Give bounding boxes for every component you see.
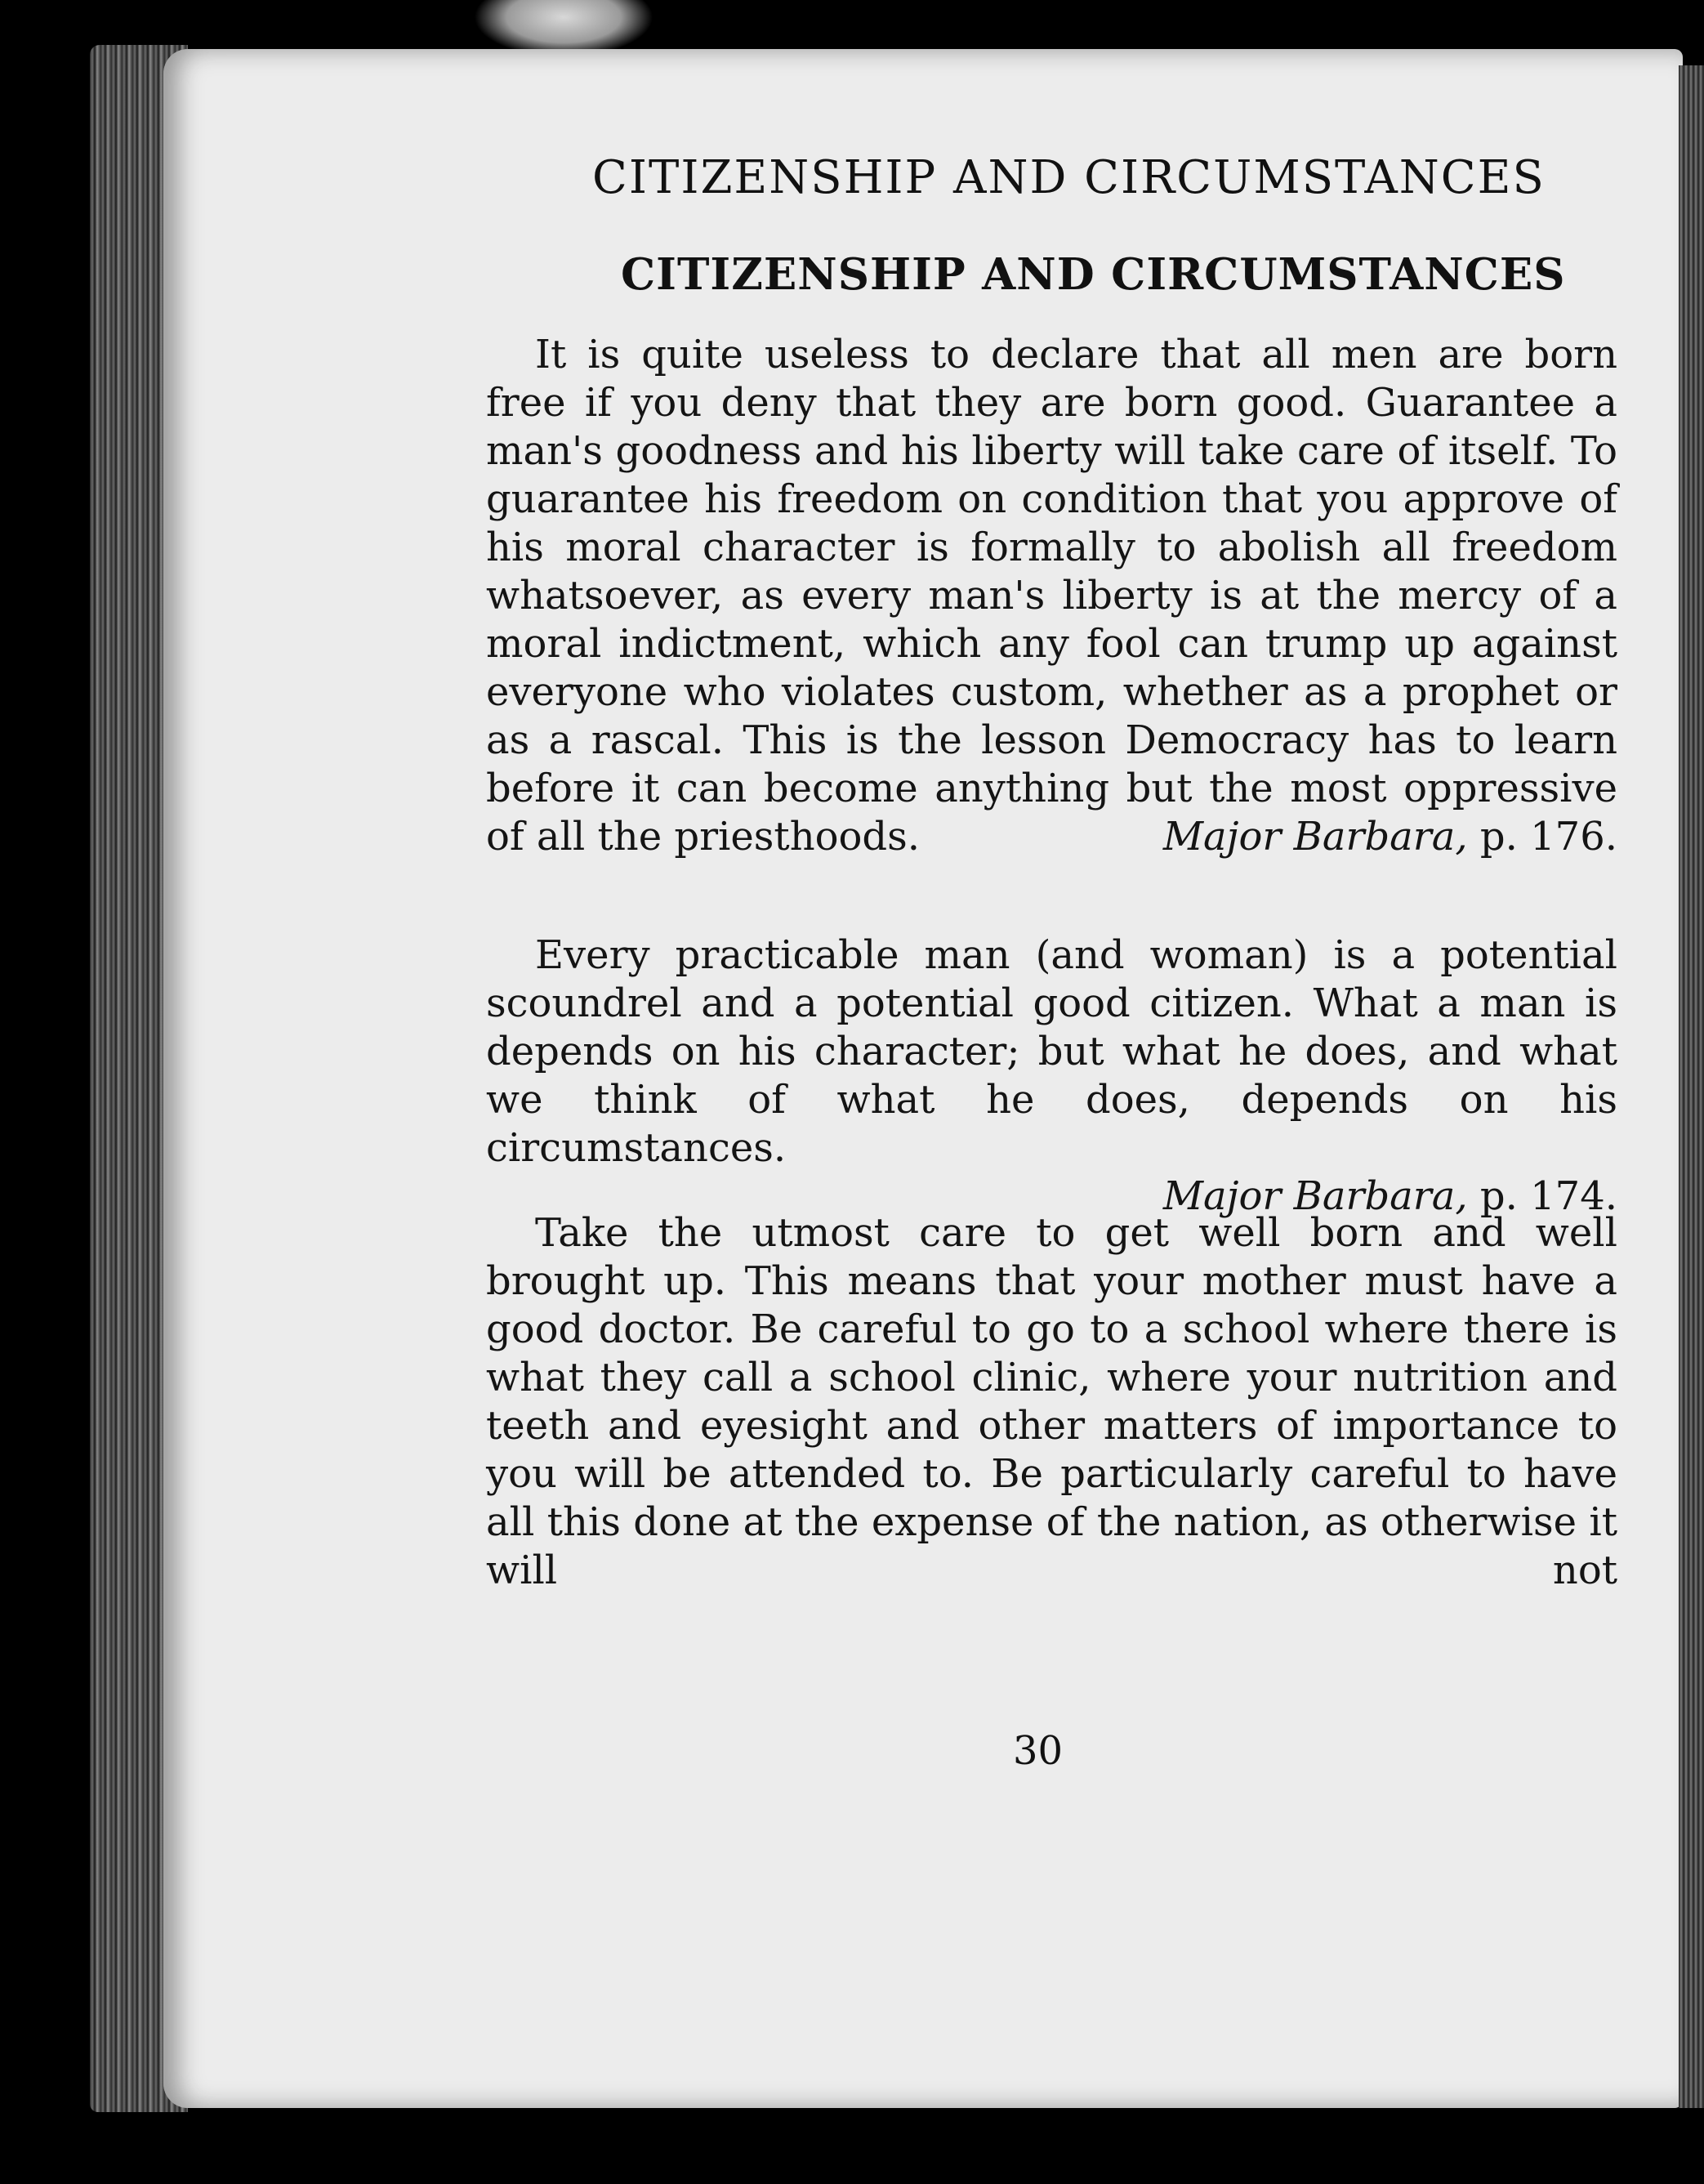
page-number: 30 — [1013, 1728, 1064, 1774]
paragraph-1-text: It is quite useless to declare that all men are born free if you deny that they are born good. Guarantee a man's goodness and his liberty will take care of itself. To guarantee his freedom on condition that you approve of his moral character is formally to abolish all freedom whatsoever, as every man's liberty is at the mercy of a moral indictment, which any fool can trump up against everyone who violates custom, whether as a prophet or as a rascal. This is the lesson Democracy has to learn before it can become anything but the most oppressive of all the priesthoods. — [486, 332, 1617, 860]
citation-2-page: p. 174. — [1479, 1173, 1617, 1219]
citation-1 — [1114, 813, 1617, 861]
section-title: CITIZENSHIP AND CIRCUMSTANCES — [621, 249, 1566, 300]
paragraph-3 — [486, 1209, 1617, 1595]
page-right-edge — [1679, 65, 1704, 2108]
paragraph-2-text: Every practicable man (and woman) is a potential scoundrel and a potential good citizen. What a man is depends on his character; but what he does, and what we think of what he does, depends on his circumstances. — [486, 932, 1617, 1171]
citation-2-title: Major Barbara, — [1162, 1173, 1468, 1219]
paragraph-3-text: Take the utmost care to get well born and well brought up. This means that your mother must have a good doctor. Be careful to go to a school where there is what they call a school clinic, where your nutrition and teeth and eyesight and other matters of importance to you will be attended to. Be particularly careful to have all this done at the expense of the nation, as otherwise it will not — [486, 1210, 1617, 1593]
paragraph-1 — [486, 331, 1617, 861]
paragraph-2 — [486, 931, 1617, 1221]
running-head: CITIZENSHIP AND CIRCUMSTANCES — [592, 151, 1546, 204]
citation-1-page: p. 176. — [1479, 814, 1617, 860]
citation-1-title: Major Barbara, — [1162, 814, 1468, 860]
